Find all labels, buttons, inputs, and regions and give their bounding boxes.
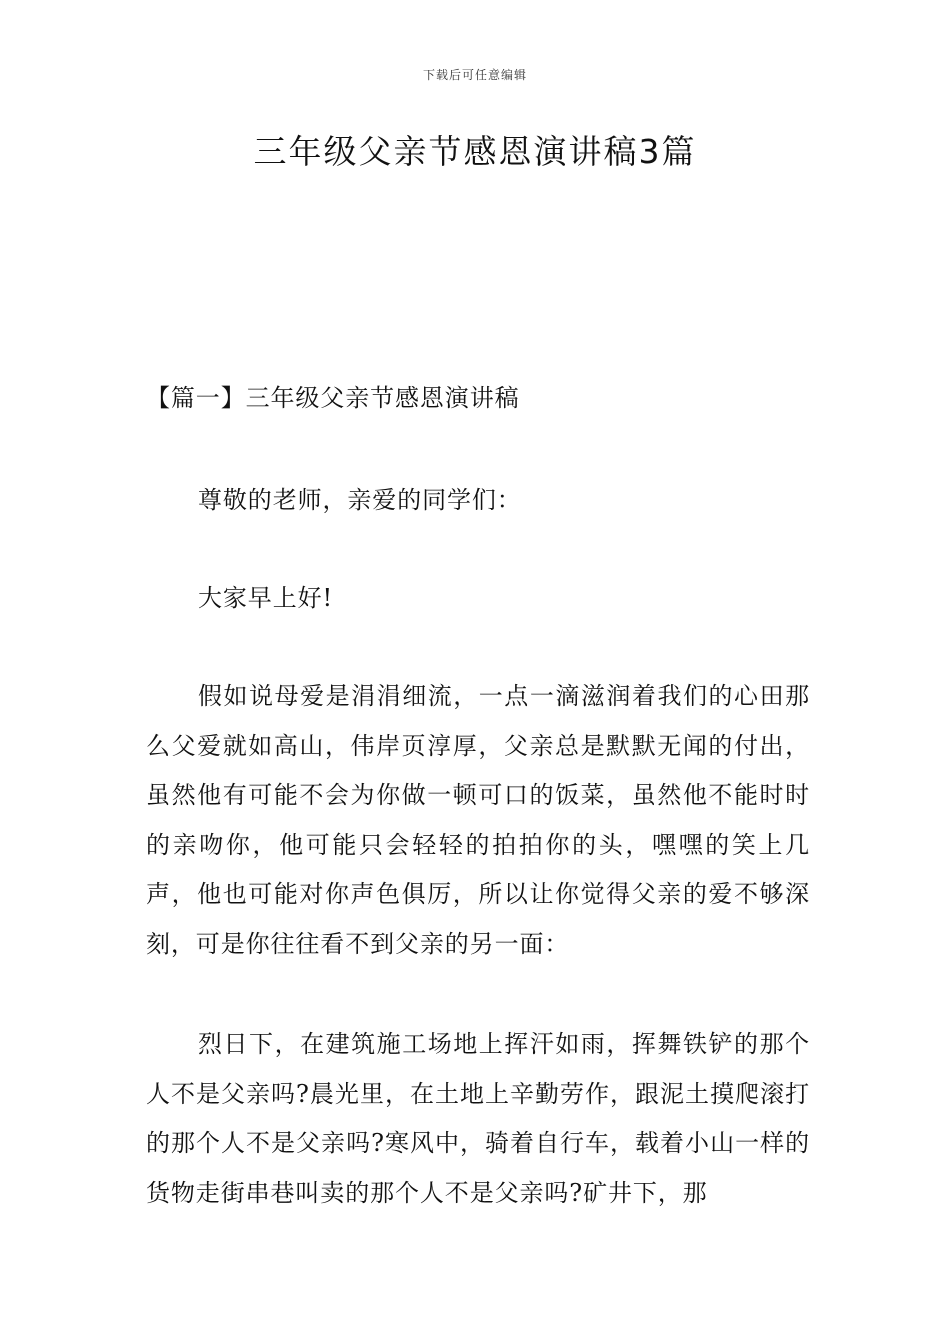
body-paragraph-1: 假如说母爱是涓涓细流，一点一滴滋润着我们的心田那么父爱就如高山，伟岸页淳厚，父亲总是默默无闻的付出，虽然他有可能不会为你做一顿可口的饭菜，虽然他不能时时的亲吻你，他可能只会轻轻的拍拍你的头，嘿嘿的笑上几声，他也可能对你声色俱厉，所以让你觉得父亲的爱不够深刻，可是你往往看不到父亲的另一面： — [146, 682, 810, 958]
morning-paragraph: 大家早上好! — [198, 584, 334, 612]
greeting-paragraph: 尊敬的老师，亲爱的同学们： — [198, 486, 522, 514]
header-note: 下载后可任意编辑 — [422, 68, 527, 82]
document-title: 三年级父亲节感恩演讲稿3篇 — [253, 132, 697, 171]
section-heading: 【篇一】三年级父亲节感恩演讲稿 — [146, 384, 520, 412]
body-paragraph-2: 烈日下，在建筑施工场地上挥汗如雨，挥舞铁铲的那个人不是父亲吗?晨光里，在土地上辛勤劳作，跟泥土摸爬滚打的那个人不是父亲吗?寒风中，骑着自行车，载着小山一样的货物走街串巷叫卖的那个人不是父亲吗?矿井下，那 — [146, 1030, 810, 1207]
